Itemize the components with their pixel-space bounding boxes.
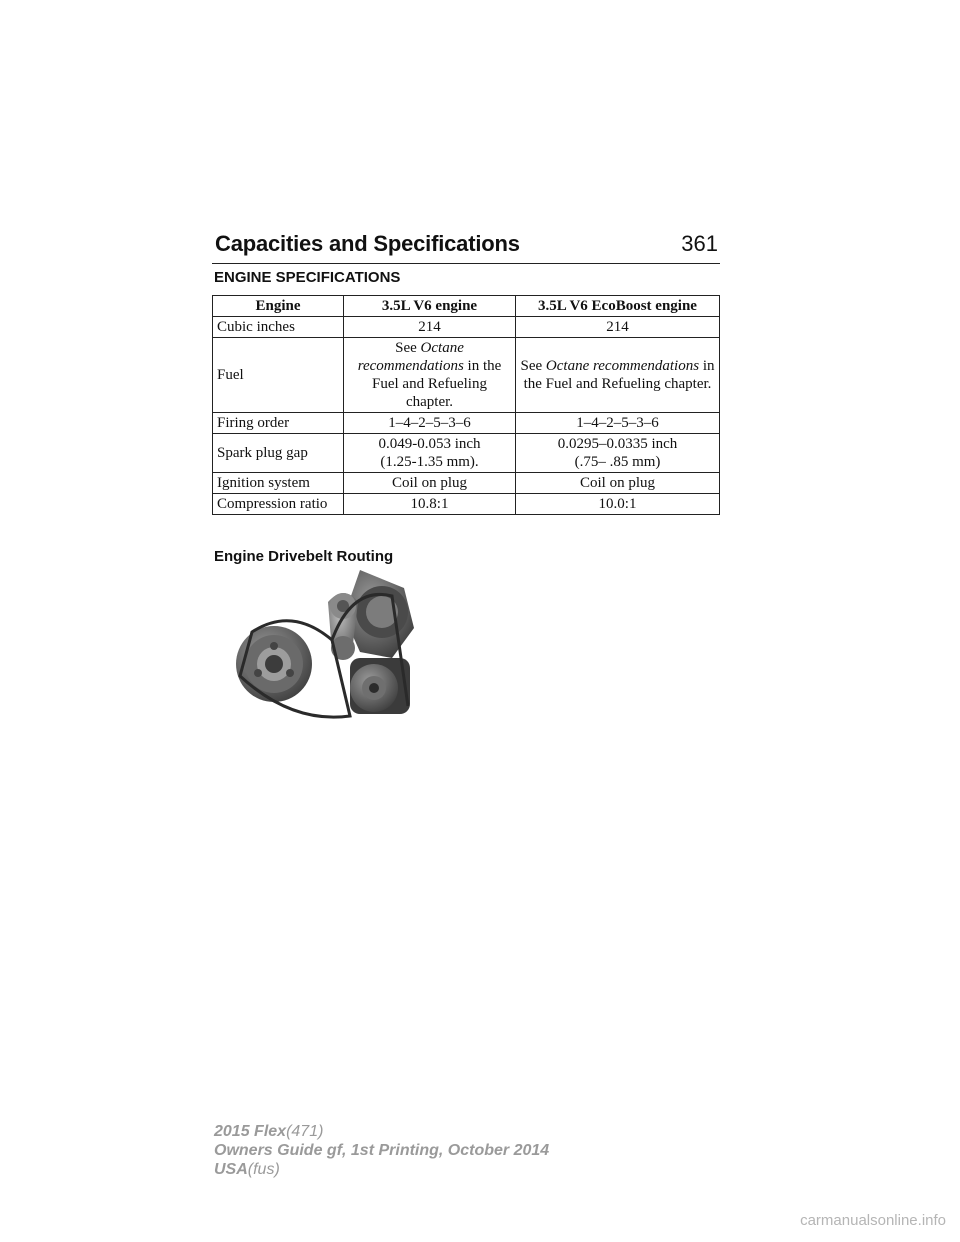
cell-ecoboost-firing-order: 1–4–2–5–3–6 <box>516 413 720 434</box>
footer-line-1 <box>214 1122 549 1141</box>
gap-mm: (1.25-1.35 mm). <box>380 454 479 470</box>
row-label-compression-ratio: Compression ratio <box>213 494 344 515</box>
cell-ecoboost-cubic-inches: 214 <box>516 317 720 338</box>
table-row <box>213 317 720 338</box>
gap-inch: 0.0295–0.0335 inch <box>557 436 678 452</box>
cell-v6-firing-order: 1–4–2–5–3–6 <box>344 413 516 434</box>
cell-ecoboost-spark-plug-gap <box>516 434 720 473</box>
cell-ecoboost-compression-ratio: 10.0:1 <box>516 494 720 515</box>
drivebelt-routing-diagram <box>232 566 424 726</box>
footer-line-2: Owners Guide gf, 1st Printing, October 2014 <box>214 1142 550 1159</box>
column-header-engine: Engine <box>213 296 344 317</box>
table-row <box>213 434 720 473</box>
footer-model: 2015 Flex <box>214 1123 287 1140</box>
watermark: carmanualsonline.info <box>800 1212 946 1229</box>
cell-v6-compression-ratio: 10.8:1 <box>344 494 516 515</box>
row-label-fuel: Fuel <box>213 338 344 413</box>
cell-v6-fuel <box>344 338 516 413</box>
fuel-see-text: See <box>520 358 543 374</box>
cell-v6-cubic-inches: 214 <box>344 317 516 338</box>
table-header-row <box>213 296 720 317</box>
footer-market: USA <box>214 1161 248 1178</box>
footer-line-3 <box>214 1160 549 1179</box>
row-label-firing-order: Firing order <box>213 413 344 434</box>
table-row <box>213 338 720 413</box>
subsection-title: Engine Drivebelt Routing <box>214 548 394 565</box>
crankshaft-pulley <box>236 626 312 702</box>
table-row <box>213 413 720 434</box>
page-footer <box>214 1122 549 1179</box>
octane-reference: Octane recommendations <box>545 358 700 374</box>
gap-mm: (.75– .85 mm) <box>574 454 661 470</box>
gap-inch: 0.049-0.053 inch <box>378 436 481 452</box>
column-header-v6: 3.5L V6 engine <box>344 296 516 317</box>
table-row <box>213 494 720 515</box>
fuel-chapter-text: in the Fuel and Refueling chapter. <box>523 358 715 392</box>
page-number: 361 <box>681 231 718 256</box>
octane-reference: Octane recommendations <box>357 340 464 374</box>
engine-spec-table <box>212 295 720 515</box>
table-row <box>213 473 720 494</box>
fuel-see-text: See <box>395 340 417 356</box>
page-header <box>212 229 720 264</box>
footer-market-code: (fus) <box>247 1161 280 1178</box>
fuel-chapter-text: in the Fuel and Refueling chapter. <box>372 358 502 410</box>
cell-v6-ignition-system: Coil on plug <box>344 473 516 494</box>
cell-ecoboost-fuel <box>516 338 720 413</box>
cell-v6-spark-plug-gap <box>344 434 516 473</box>
section-title: ENGINE SPECIFICATIONS <box>214 269 401 286</box>
footer-page-count: (471) <box>286 1123 324 1140</box>
column-header-ecoboost: 3.5L V6 EcoBoost engine <box>516 296 720 317</box>
chapter-title: Capacities and Specifications <box>215 231 520 256</box>
cell-ecoboost-ignition-system: Coil on plug <box>516 473 720 494</box>
row-label-cubic-inches: Cubic inches <box>213 317 344 338</box>
row-label-spark-plug-gap: Spark plug gap <box>213 434 344 473</box>
row-label-ignition-system: Ignition system <box>213 473 344 494</box>
